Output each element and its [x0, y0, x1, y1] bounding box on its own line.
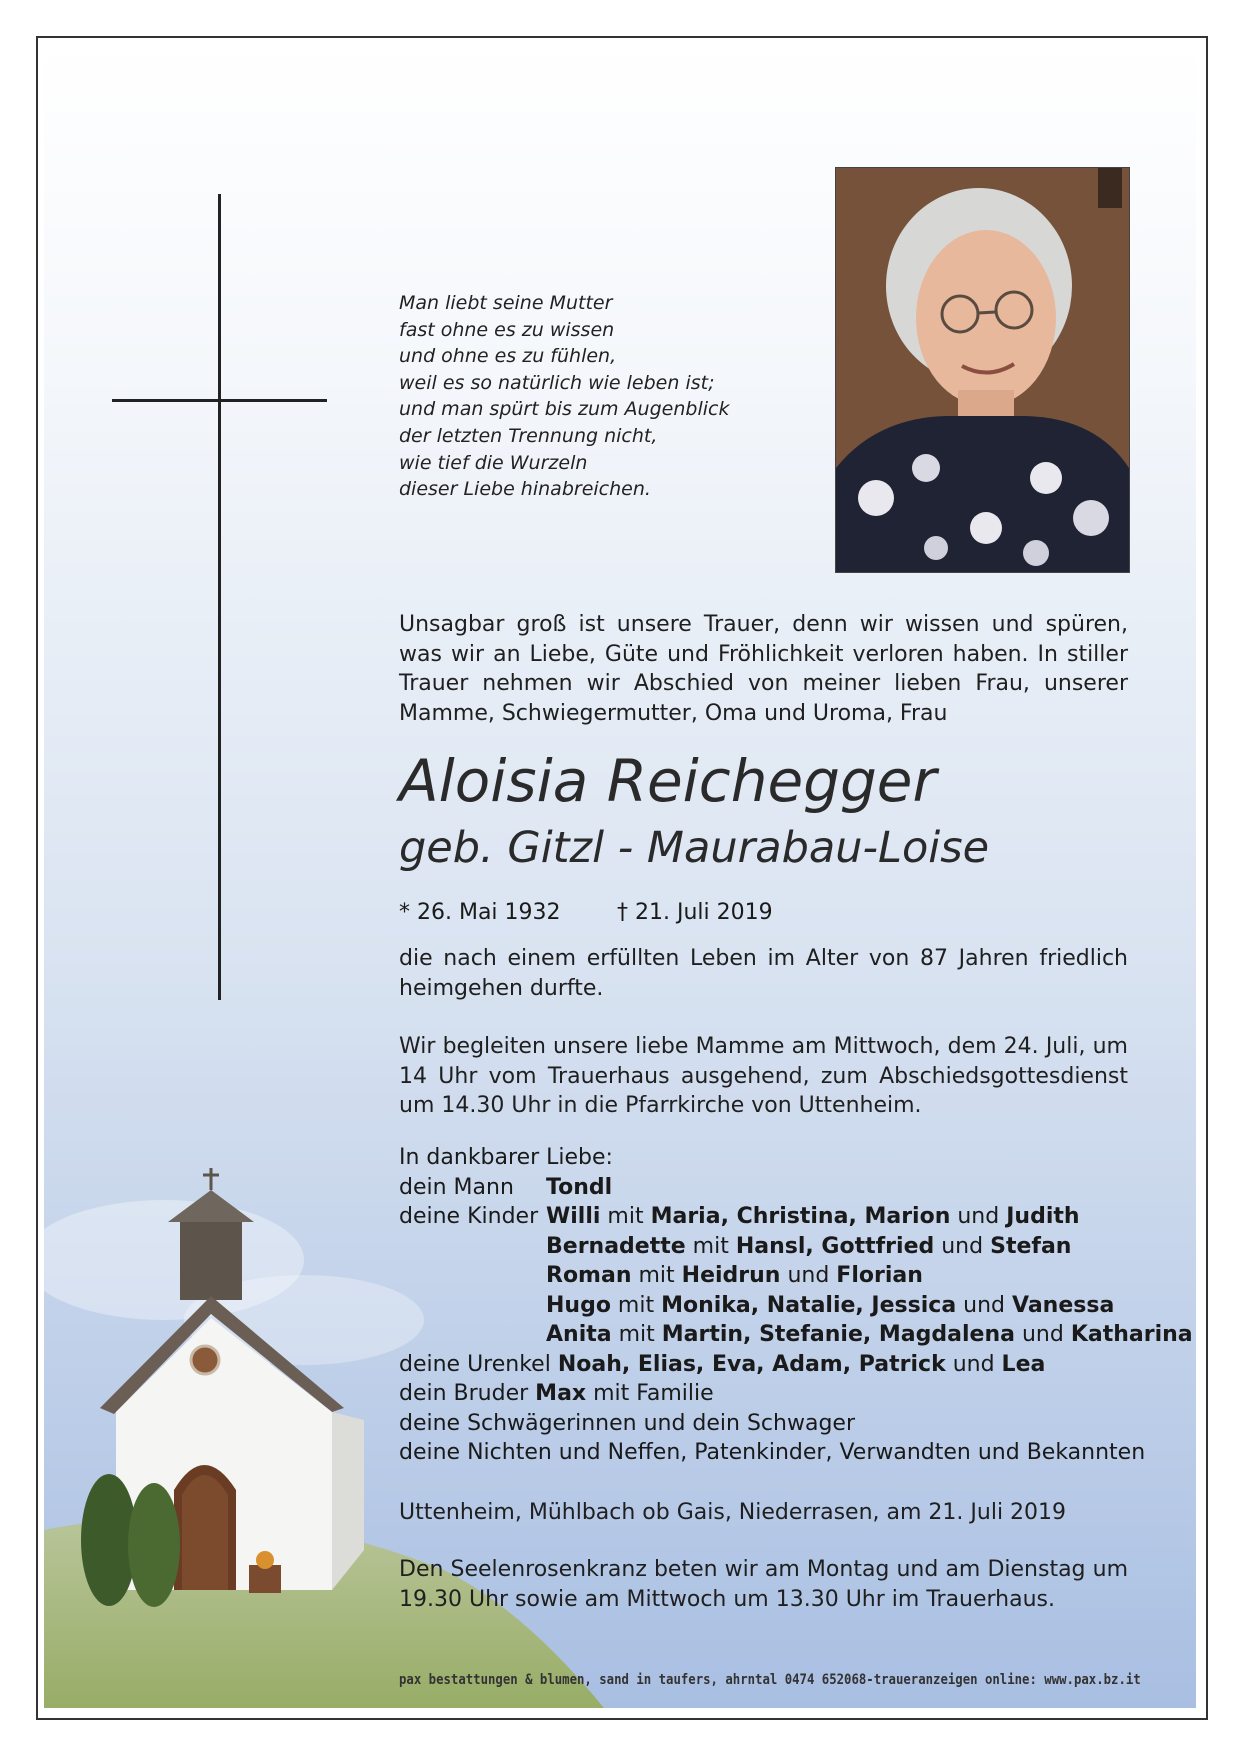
great-grandchildren-names: Noah, Elias, Eva, Adam, Patrick: [557, 1351, 946, 1377]
grandchildren-names: Florian: [836, 1263, 923, 1288]
poem-line: weil es so natürlich wie leben ist;: [399, 371, 715, 394]
grandchildren-names: Stefan: [990, 1233, 1072, 1259]
family-row-others: deine Nichten und Neffen, Patenkinder, Verwandten und Bekannten: [399, 1440, 1146, 1465]
poem-line: Man liebt seine Mutter: [399, 292, 613, 314]
children-label: deine Kinder: [399, 1204, 539, 1229]
family-row-children: [399, 1202, 1159, 1232]
family-list: [399, 1143, 1193, 1468]
grandchildren-names: Judith: [1006, 1204, 1080, 1229]
portrait-photo: [835, 167, 1130, 573]
brother-name: Max: [535, 1381, 587, 1406]
connector-text: mit: [610, 1292, 662, 1318]
poem-line: fast ohne es zu wissen: [399, 318, 615, 341]
intro-text: Unsagbar groß ist unsere Trauer, denn wir wissen und spüren, was wir an Liebe, Güte und Fröhlichkeit verloren haben. In stiller Trauer nehmen wir Abschied von meiner lieben Frau, unserer Mamme, Schwiegermutter, Oma und Uroma, Frau: [399, 612, 1128, 726]
great-grandchildren-label: deine Urenkel: [399, 1351, 558, 1377]
husband-label: dein Mann: [399, 1174, 514, 1200]
poem-line: dieser Liebe hinabreichen.: [399, 478, 651, 501]
connector-text: mit: [685, 1233, 736, 1259]
husband-name: Tondl: [546, 1174, 613, 1200]
grandchildren-names: Vanessa: [1012, 1292, 1115, 1318]
footer-text: pax bestattungen & blumen, sand in taufers, ahrntal 0474 652068-traueranzeigen online: www.pax.bz.it: [399, 1672, 1141, 1688]
grandchildren-names: Maria, Christina, Marion: [650, 1204, 951, 1229]
family-row-great-grandchildren: [399, 1350, 1159, 1380]
connector-text: und: [1014, 1322, 1071, 1347]
child-name: Roman: [546, 1263, 632, 1288]
connector-text: und: [950, 1204, 1007, 1229]
connector-text: und: [934, 1233, 991, 1259]
child-name: Bernadette: [546, 1233, 686, 1259]
child-name: Anita: [546, 1322, 612, 1347]
grandchildren-names: Hansl, Gottfried: [735, 1233, 935, 1259]
family-heading: In dankbarer Liebe:: [399, 1145, 613, 1170]
family-row-child: [399, 1291, 1159, 1321]
rosary-text: Den Seelenrosenkranz beten wir am Montag und am Dienstag um 19.30 Uhr sowie am Mittwoch um 13.30 Uhr im Trauerhaus.: [399, 1557, 1128, 1612]
portrait-image: [836, 168, 1129, 572]
family-row-brother: [399, 1379, 1159, 1409]
deceased-name: Aloisia Reichegger: [399, 747, 937, 815]
cross-vertical: [218, 194, 221, 1000]
poem: [399, 290, 799, 503]
family-row-child: [399, 1232, 1159, 1262]
grandchildren-names: Katharina: [1070, 1322, 1193, 1347]
death-date: † 21. Juli 2019: [617, 900, 773, 925]
brother-suffix: mit Familie: [586, 1381, 714, 1406]
connector-text: und: [945, 1351, 1002, 1377]
family-row-child: [399, 1320, 1193, 1350]
child-name: Willi: [546, 1204, 601, 1229]
brother-label: dein Bruder: [399, 1381, 536, 1406]
connector-text: mit: [600, 1204, 651, 1229]
connector-text: mit: [611, 1322, 662, 1347]
grandchildren-names: Heidrun: [681, 1263, 781, 1288]
place-date: Uttenheim, Mühlbach ob Gais, Niederrasen, am 21. Juli 2019: [399, 1500, 1067, 1525]
grandchildren-names: Monika, Natalie, Jessica: [661, 1292, 957, 1318]
poem-line: und ohne es zu fühlen,: [399, 345, 617, 368]
family-row-husband: [399, 1173, 1159, 1203]
connector-text: und: [780, 1263, 837, 1288]
connector-text: und: [956, 1292, 1013, 1318]
passing-text: die nach einem erfüllten Leben im Alter von 87 Jahren friedlich heimgehen durfte.: [399, 946, 1128, 1001]
child-name: Hugo: [546, 1292, 611, 1318]
family-row-in-laws: deine Schwägerinnen und dein Schwager: [399, 1410, 855, 1436]
poem-line: wie tief die Wurzeln: [399, 451, 588, 474]
cross-horizontal: [112, 399, 327, 402]
poem-line: und man spürt bis zum Augenblick: [399, 398, 730, 421]
birth-date: * 26. Mai 1932: [399, 900, 561, 925]
great-grandchild-last: Lea: [1001, 1351, 1046, 1377]
family-row-child: [399, 1261, 1159, 1291]
maiden-name: geb. Gitzl - Maurabau-Loise: [399, 823, 990, 873]
grandchildren-names: Martin, Stefanie, Magdalena: [661, 1322, 1015, 1347]
funeral-text: Wir begleiten unsere liebe Mamme am Mittwoch, dem 24. Juli, um 14 Uhr vom Trauerhaus ausgehend, zum Abschiedsgottesdienst um 14.30 Uhr in die Pfarrkirche von Uttenheim.: [399, 1034, 1128, 1118]
connector-text: mit: [631, 1263, 682, 1288]
poem-line: der letzten Trennung nicht,: [399, 424, 658, 447]
